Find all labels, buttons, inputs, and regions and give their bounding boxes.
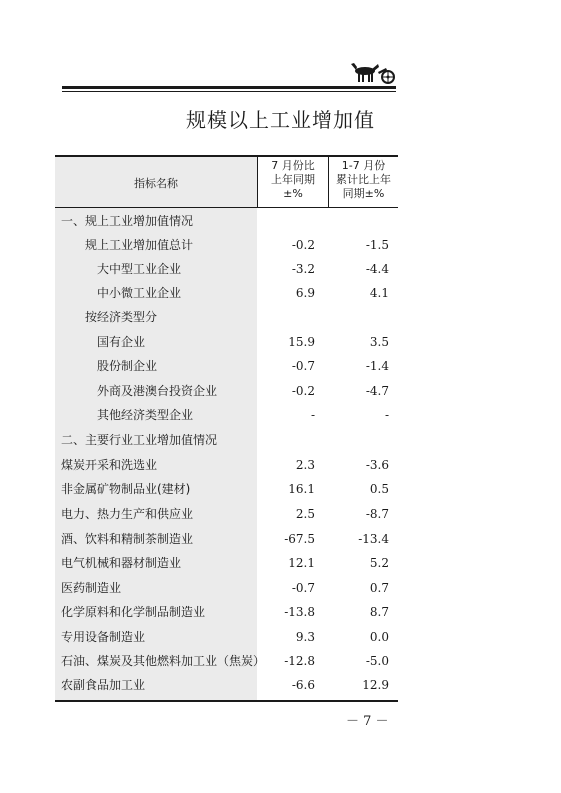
table-row: 股份制企业 -0.7 -1.4 xyxy=(97,359,389,373)
table-row: 石油、煤炭及其他燃料加工业（焦炭） -12.8 -5.0 xyxy=(61,654,389,668)
table-row: 一、规上工业增加值情况 xyxy=(61,214,194,228)
table-row: 煤炭开采和洗选业 2.3 -3.6 xyxy=(61,458,389,472)
table-row: 农副食品加工业 -6.6 12.9 xyxy=(61,678,389,692)
table-row: 电力、热力生产和供应业 2.5 -8.7 xyxy=(61,507,389,521)
table-row: 其他经济类型企业 - - xyxy=(97,408,389,422)
table-row: 按经济类型分 xyxy=(85,310,158,324)
table-row: 国有企业 15.9 3.5 xyxy=(97,335,389,349)
header-indicator-name: 指标名称 xyxy=(134,177,178,190)
table-row: 中小微工业企业 6.9 4.1 xyxy=(97,286,389,300)
header-rule-thin xyxy=(62,91,396,92)
table-row: 专用设备制造业 9.3 0.0 xyxy=(61,630,389,644)
page-number: － 7 － xyxy=(346,714,389,729)
horse-chariot-icon xyxy=(348,58,396,86)
table-row: 非金属矿物制品业(建材) 16.1 0.5 xyxy=(61,482,389,496)
table-row: 电气机械和器材制造业 12.1 5.2 xyxy=(61,556,389,570)
table-row: 二、主要行业工业增加值情况 xyxy=(61,433,218,447)
table-row: 大中型工业企业 -3.2 -4.4 xyxy=(97,262,389,276)
header-bottom-rule xyxy=(55,207,398,208)
table-row: 外商及港澳台投资企业 -0.2 -4.7 xyxy=(97,384,389,398)
table-row: 化学原料和化学制品制造业 -13.8 8.7 xyxy=(61,605,389,619)
page-title: 规模以上工业增加值 xyxy=(186,108,375,132)
table-row: 规上工业增加值总计 -0.2 -1.5 xyxy=(85,238,389,252)
header-rule-thick xyxy=(62,86,396,89)
data-table xyxy=(55,155,398,702)
table-row: 酒、饮料和精制茶制造业 -67.5 -13.4 xyxy=(61,532,389,546)
header-month-yoy: 7 月份比 上年同期 ±% xyxy=(271,159,315,200)
table-row: 医药制造业 -0.7 0.7 xyxy=(61,581,389,595)
header-cumulative-yoy: 1-7 月份 累计比上年 同期±% xyxy=(336,159,391,200)
